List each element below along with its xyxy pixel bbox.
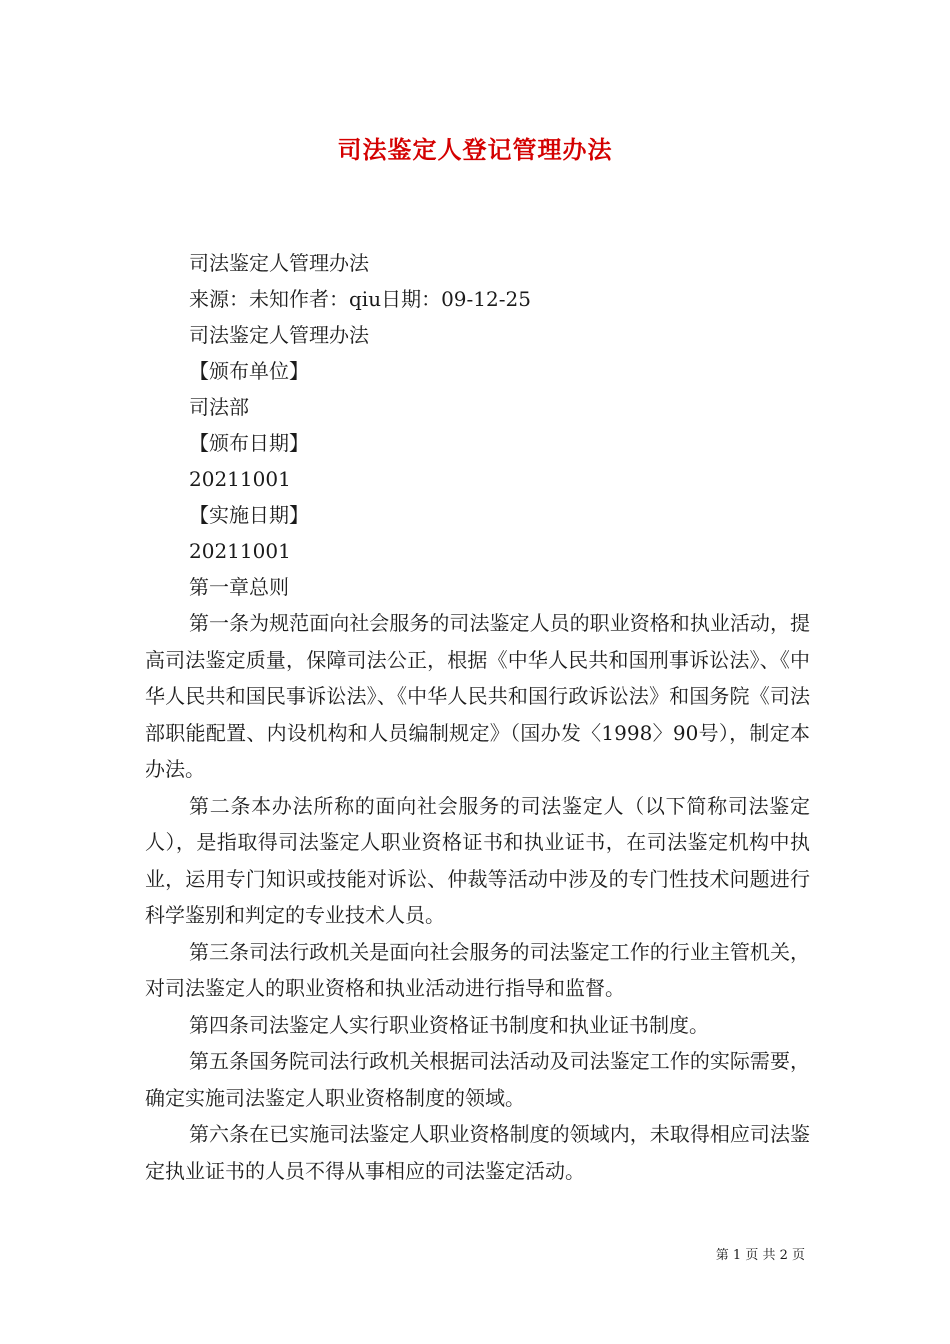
article-paragraph: 第四条司法鉴定人实行职业资格证书制度和执业证书制度。 [189,1012,709,1037]
issuer-value: 司法部 [189,395,249,419]
issue-date-value: 20211001 [189,467,291,491]
document-title: 司法鉴定人登记管理办法 [337,135,613,164]
article-paragraph: 第二条本办法所称的面向社会服务的司法鉴定人（以下简称司法鉴定人），是指取得司法鉴定人职业资格证书和执业证书，在司法鉴定机构中执业，运用专门知识或技能对诉讼、仲裁等活动中涉及的专门性技术问题进行科学鉴别和判定的专业技术人员。 [145,793,810,927]
issue-date-label: 【颁布日期】 [189,431,309,455]
article-paragraph: 第六条在已实施司法鉴定人职业资格制度的领域内，未取得相应司法鉴定执业证书的人员不得从事相应的司法鉴定活动。 [145,1122,810,1183]
header-line: 司法鉴定人管理办法 [189,251,369,275]
effective-date-label: 【实施日期】 [189,503,309,527]
document-body [145,245,810,1189]
chapter-heading: 第一章总则 [189,575,289,599]
source-line: 来源：未知作者：qiu日期：09-12-25 [189,287,531,311]
header-line: 司法鉴定人管理办法 [189,323,369,347]
article-paragraph: 第五条国务院司法行政机关根据司法活动及司法鉴定工作的实际需要，确定实施司法鉴定人职业资格制度的领域。 [145,1049,810,1110]
article-paragraph: 第三条司法行政机关是面向社会服务的司法鉴定工作的行业主管机关，对司法鉴定人的职业资格和执业活动进行指导和监督。 [145,939,810,1000]
issuer-label: 【颁布单位】 [189,359,309,383]
effective-date-value: 20211001 [189,539,291,563]
page-number-footer: 第 1 页 共 2 页 [715,1248,805,1263]
article-paragraph: 第一条为规范面向社会服务的司法鉴定人员的职业资格和执业活动，提高司法鉴定质量，保障司法公正，根据《中华人民共和国刑事诉讼法》、《中华人民共和国民事诉讼法》、《中华人民共和国行政诉讼法》和国务院《司法部职能配置、内设机构和人员编制规定》（国办发〈1998〉90号），制定本办法。 [145,611,810,781]
